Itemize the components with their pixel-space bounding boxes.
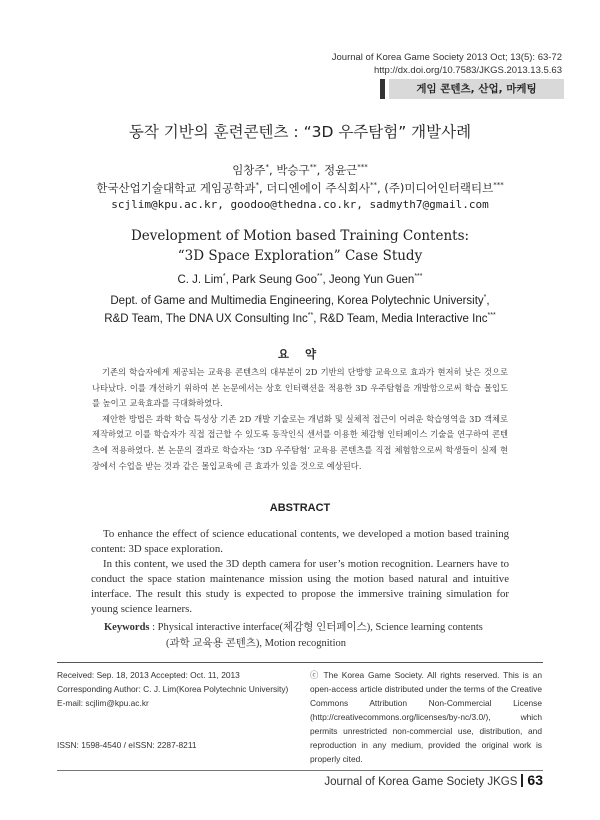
- journal-citation: [242, 51, 562, 77]
- english-title-line: Development of Motion based Training Contents:: [130, 228, 470, 244]
- keywords-line: (과학 교육용 콘텐츠), Motion recognition: [166, 638, 347, 649]
- page-footer: [324, 772, 543, 788]
- page-number: 63: [527, 772, 543, 788]
- author-mark: ***: [357, 163, 368, 172]
- affiliation-mark: **: [307, 312, 314, 320]
- copyright-notice: ⓒ The Korea Game Society. All rights reserved. This is an open-access article distributed under the terms of the Creative Commons Attribution Non-Commercial License (http://creativecommons.org/licenses/by-nc/3.0/), which permits unrestricted non-commercial use, distribution, and reproduction in any medium, provided the original work is properly cited.: [310, 670, 542, 764]
- author-mark: *: [222, 273, 226, 281]
- abstract-paragraph: To enhance the effect of science educational contents, we developed a motion based training content: 3D space exploration.: [91, 528, 509, 555]
- english-title: [0, 226, 600, 266]
- affiliation: R&D Team, Media Interactive Inc: [319, 313, 488, 325]
- korean-abstract: [92, 365, 508, 474]
- keywords-text: : Physical interactive interface(체감형 인터페이스), Science learning contents: [152, 622, 483, 633]
- english-title-line: “3D Space Exploration” Case Study: [177, 248, 423, 264]
- affiliation-mark: **: [369, 181, 377, 190]
- issn: ISSN: 1598-4540 / eISSN: 2287-8211: [57, 740, 197, 750]
- affiliation-line: R&D Team, The DNA UX Consulting Inc**, R&D Team, Media Interactive Inc***: [104, 312, 496, 325]
- abstract-paragraph: 기존의 학습자에게 제공되는 교육용 콘텐츠의 대부분이 2D 기반의 단방향 교육으로 효과가 현저히 낮은 것으로 나타났다. 이를 개선하기 위하여 본 논문에서는 상호 인터랙션을 적용한 3D 우주탐험을 개발함으로써 학습 몰입도를 높이고 교육효과를 극대화하였다.: [92, 367, 508, 409]
- author-name: C. J. Lim: [177, 274, 223, 286]
- affiliation-line: Dept. of Game and Multimedia Engineering, Korea Polytechnic University*,: [110, 294, 490, 307]
- author-mark: **: [317, 273, 323, 281]
- received-dates: Received: Sep. 18, 2013 Accepted: Oct. 11, 2013: [57, 670, 240, 680]
- footer-journal: Journal of Korea Game Society JKGS: [324, 776, 518, 788]
- keywords: [104, 620, 514, 652]
- author-mark: *: [265, 163, 270, 172]
- affiliation: 한국산업기술대학교 게임공학과: [96, 181, 256, 195]
- affiliation: (주)미디어인터랙티브: [384, 181, 494, 195]
- abstract-paragraph: In this content, we used the 3D depth camera for user’s motion recognition. Learners have to conduct the space station maintenance mission using the motion based natural and intuitive interface. The result this study is expected to propose the immersive training simulation for young science learners.: [91, 558, 509, 615]
- keywords-line: [104, 620, 514, 636]
- english-abstract-heading: ABSTRACT: [269, 502, 331, 514]
- korean-title: 동작 기반의 훈련콘텐츠 : “3D 우주탐험” 개발사례: [128, 123, 472, 141]
- author-name: 임창주: [232, 163, 266, 177]
- affiliation-mark: ***: [493, 181, 504, 190]
- corresponding-author: Corresponding Author: C. J. Lim(Korea Polytechnic University): [57, 684, 289, 694]
- affiliation-mark: *: [255, 181, 259, 190]
- affiliation-mark: *: [483, 294, 487, 302]
- english-affiliations: [0, 292, 600, 328]
- author-name: 정윤근: [323, 163, 358, 177]
- affiliation: 더디엔에이 주식회사: [266, 181, 370, 195]
- affiliation: R&D Team, The DNA UX Consulting Inc: [104, 313, 308, 325]
- journal-citation-line: Journal of Korea Game Society 2013 Oct; 13(5): 63-72: [331, 52, 562, 63]
- affiliation-mark: ***: [487, 312, 496, 320]
- korean-affiliations: 한국산업기술대학교 게임공학과*, 더디엔에이 주식회사**, (주)미디어인터랙티브***: [96, 181, 504, 195]
- korean-authors: 임창주*, 박승구**, 정윤근***: [232, 163, 368, 177]
- footer-divider: [57, 770, 543, 771]
- category-label: 게임 콘텐츠, 산업, 마케팅: [416, 83, 537, 95]
- author-name: 박승구: [276, 163, 310, 177]
- category-accent-bar: [380, 79, 385, 99]
- abstract-paragraph: 제안한 방법은 과학 학습 특성상 기존 2D 개발 기술로는 개념화 및 실체적 접근이 어려운 학습영역을 3D 객체로 제작하였고 이를 학습자가 직접 접근할 수 있도록 동작인식 센서를 이용한 체감형 인터페이스 기술을 연구하여 콘텐츠에 적용하였다. 본 논문의 결과로 학습자는 ‘3D 우주탐험’ 교육용 콘텐츠를 직접 체험함으로써 학생들이 실제 현장에서 수업을 받는 것과 같은 몰입교육에 큰 효과가 있을 것으로 예상된다.: [92, 413, 508, 471]
- english-abstract: [91, 527, 509, 617]
- author-name: Park Seung Goo: [231, 274, 317, 286]
- affiliation: Dept. of Game and Multimedia Engineering, Korea Polytechnic University: [110, 295, 484, 307]
- author-emails[interactable]: scjlim@kpu.ac.kr, goodoo@thedna.co.kr, sadmyth7@gmail.com: [111, 198, 489, 211]
- keywords-label: Keywords: [104, 622, 150, 633]
- author-mark: ***: [414, 273, 423, 281]
- footnote-left: [57, 668, 307, 752]
- author-mark: **: [309, 163, 317, 172]
- korean-abstract-heading: 요 약: [277, 347, 323, 361]
- footnote-divider: [57, 662, 543, 663]
- corresponding-email[interactable]: E-mail: scjlim@kpu.ac.kr: [57, 698, 149, 708]
- author-name: Jeong Yun Guen: [328, 274, 415, 286]
- footer-separator: [521, 774, 523, 787]
- doi-link[interactable]: http://dx.doi.org/10.7583/JKGS.2013.13.5.63: [373, 65, 562, 76]
- english-authors: C. J. Lim*, Park Seung Goo**, Jeong Yun Guen***: [177, 273, 423, 286]
